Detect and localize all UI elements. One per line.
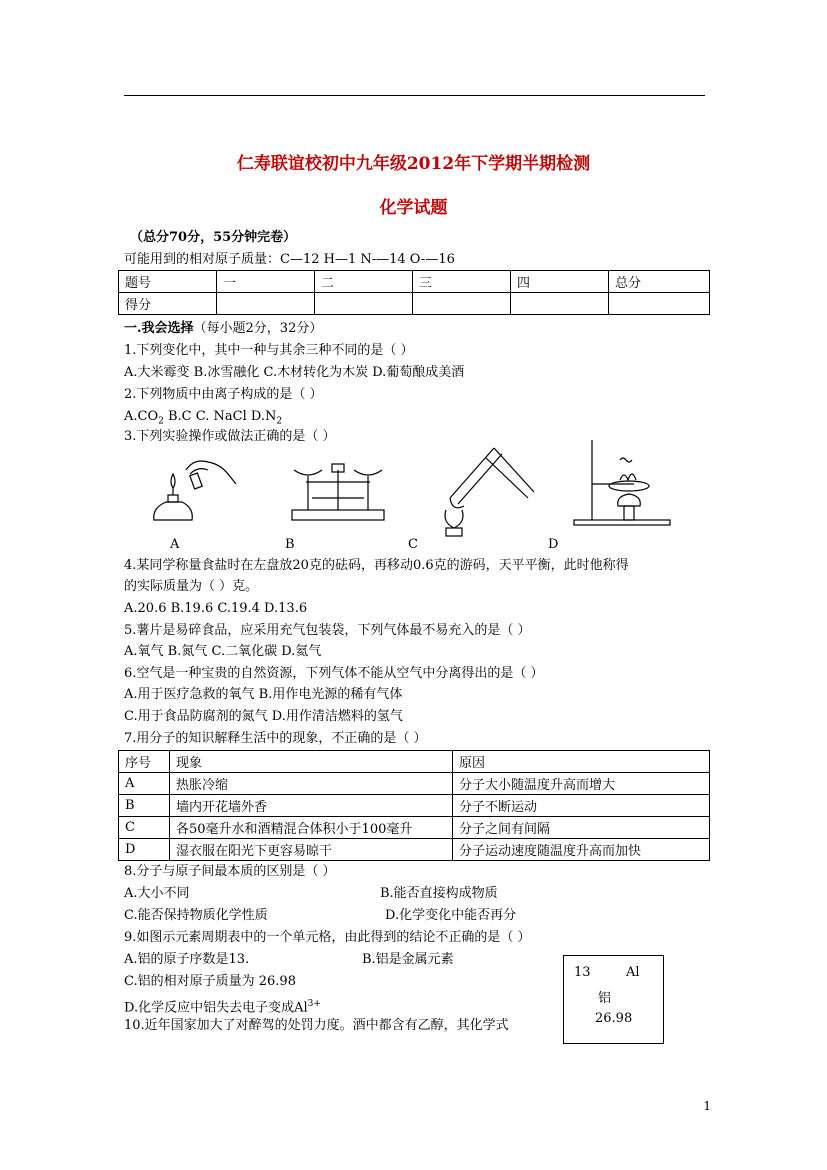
q5-stem: 5.薯片是易碎食品，应采用充气包装袋，下列气体最不易充入的是（ ）: [124, 623, 531, 638]
figure-c-test-tube: [445, 448, 534, 536]
q10-stem: 10.近年国家加大了对醉驾的处罚力度。酒中都含有乙醇，其化学式: [124, 1018, 509, 1033]
score-cell[interactable]: [413, 293, 511, 315]
fig-label-c: C: [408, 537, 418, 552]
q6-stem: 6.空气是一种宝贵的自然资源，下列气体不能从空气中分离得出的是（ ）: [124, 666, 544, 681]
page-subtitle: 化学试题: [379, 198, 448, 218]
table-row: [119, 839, 710, 861]
q9-opt-d: [124, 995, 321, 1017]
score-header: 一: [217, 271, 315, 293]
q3-stem: 3.下列实验操作或做法正确的是（ ）: [124, 429, 336, 444]
q9-opt-a: A.铝的原子序数是13.: [124, 952, 250, 967]
q7-cell: D: [119, 839, 170, 861]
q9-opt-d-sup: 3+: [307, 999, 321, 1009]
q9-opt-c: C.铝的相对原子质量为 26.98: [124, 974, 296, 989]
q8-opt-b: B.能否直接构成物质: [380, 886, 498, 901]
lab-figures: [124, 440, 705, 550]
figure-d-iron-stand: [574, 440, 670, 525]
q7-cell: 湿衣服在阳光下更容易晾干: [170, 839, 453, 861]
q5-options: A.氧气 B.氮气 C.二氧化碳 D.氦气: [124, 644, 322, 659]
score-cell[interactable]: [315, 293, 413, 315]
q8-opt-c: C.能否保持物质化学性质: [124, 908, 268, 923]
element-symbol: Al: [626, 965, 640, 980]
q8-opt-d: D.化学变化中能否再分: [385, 908, 517, 923]
figure-a-alcohol-lamp: [154, 461, 236, 520]
score-info: （总分70分，55分钟完卷）: [130, 230, 297, 245]
q7-cell: 分子大小随温度升高而增大: [453, 773, 710, 795]
q8-opt-a: A.大小不同: [124, 886, 190, 901]
score-cell[interactable]: [609, 293, 710, 315]
q2-opt-a: A.CO: [124, 409, 159, 424]
q7-cell: B: [119, 795, 170, 817]
score-header: 总分: [609, 271, 710, 293]
page-title: 仁寿联谊校初中九年级2012年下学期半期检测: [236, 154, 591, 174]
q7-stem: 7.用分子的知识解释生活中的现象，不正确的是（ ）: [124, 731, 427, 746]
q7-cell: A: [119, 773, 170, 795]
q7-cell: 分子运动速度随温度升高而加快: [453, 839, 710, 861]
q7-header: 原因: [453, 751, 710, 773]
table-row: [119, 773, 710, 795]
q7-cell: 热胀冷缩: [170, 773, 453, 795]
q8-stem: 8.分子与原子间最本质的区别是（ ）: [124, 864, 336, 879]
fig-label-d: D: [548, 537, 559, 552]
element-name: 铝: [598, 991, 612, 1006]
q7-header: 序号: [119, 751, 170, 773]
table-row: [119, 817, 710, 839]
q7-cell: 墙内开花墙外香: [170, 795, 453, 817]
q7-table: [118, 750, 710, 861]
section-title: 一.我会选择: [124, 321, 194, 336]
q9-stem: 9.如图示元素周期表中的一个单元格，由此得到的结论不正确的是（ ）: [124, 930, 531, 945]
score-header: 二: [315, 271, 413, 293]
q9-opt-d-text: D.化学反应中铝失去电子变成Al: [124, 1000, 308, 1016]
q7-cell: 分子不断运动: [453, 795, 710, 817]
score-table: [118, 270, 710, 315]
q2-sub2: 2: [276, 416, 283, 427]
atomic-masses: 可能用到的相对原子质量：C—12 H—1 N-—14 O-—16: [124, 252, 455, 267]
q1-stem: 1.下列变化中，其中一种与其余三种不同的是（ ）: [124, 343, 414, 358]
q4-options: A.20.6 B.19.6 C.19.4 D.13.6: [124, 601, 308, 616]
q7-cell: 各50毫升水和酒精混合体积小于100毫升: [170, 817, 453, 839]
element-number: 13: [574, 965, 591, 980]
score-cell[interactable]: [511, 293, 609, 315]
figure-b-balance: [292, 464, 384, 520]
q6-opt2: C.用于食品防腐剂的氮气 D.用作清洁燃料的氢气: [124, 709, 403, 724]
q1-options: A.大米霉变 B.冰雪融化 C.木材转化为木炭 D.葡萄酿成美酒: [124, 365, 465, 380]
element-mass: 26.98: [595, 1011, 633, 1026]
table-row: [119, 795, 710, 817]
header-rule: [124, 95, 705, 96]
q2-stem: 2.下列物质中由离子构成的是（ ）: [124, 387, 323, 402]
q4-stem2: 的实际质量为（ ）克。: [124, 579, 259, 594]
score-header: 四: [511, 271, 609, 293]
section-note: （每小题2分，32分）: [193, 321, 323, 336]
q7-header: 现象: [170, 751, 453, 773]
fig-label-a: A: [170, 537, 180, 552]
q7-cell: 分子之间有间隔: [453, 817, 710, 839]
element-cell-aluminium: [563, 955, 664, 1044]
q9-opt-b: B.铝是金属元素: [362, 952, 454, 967]
q4-stem: 4.某同学称量食盐时在左盘放20克的砝码，再移动0.6克的游码，天平平衡，此时他称得: [124, 558, 629, 573]
section-heading: [124, 320, 322, 338]
score-header: 题号: [119, 271, 217, 293]
q7-cell: C: [119, 817, 170, 839]
score-header: 三: [413, 271, 511, 293]
page-number: 1: [703, 1099, 711, 1113]
q2-opt-rest: B.C C. NaCl D.N: [163, 409, 277, 424]
q6-opt1: A.用于医疗急救的氧气 B.用作电光源的稀有气体: [124, 687, 403, 702]
q2-sub: 2: [158, 416, 164, 427]
fig-label-b: B: [285, 537, 295, 552]
score-row-label: 得分: [119, 293, 217, 315]
score-cell[interactable]: [217, 293, 315, 315]
